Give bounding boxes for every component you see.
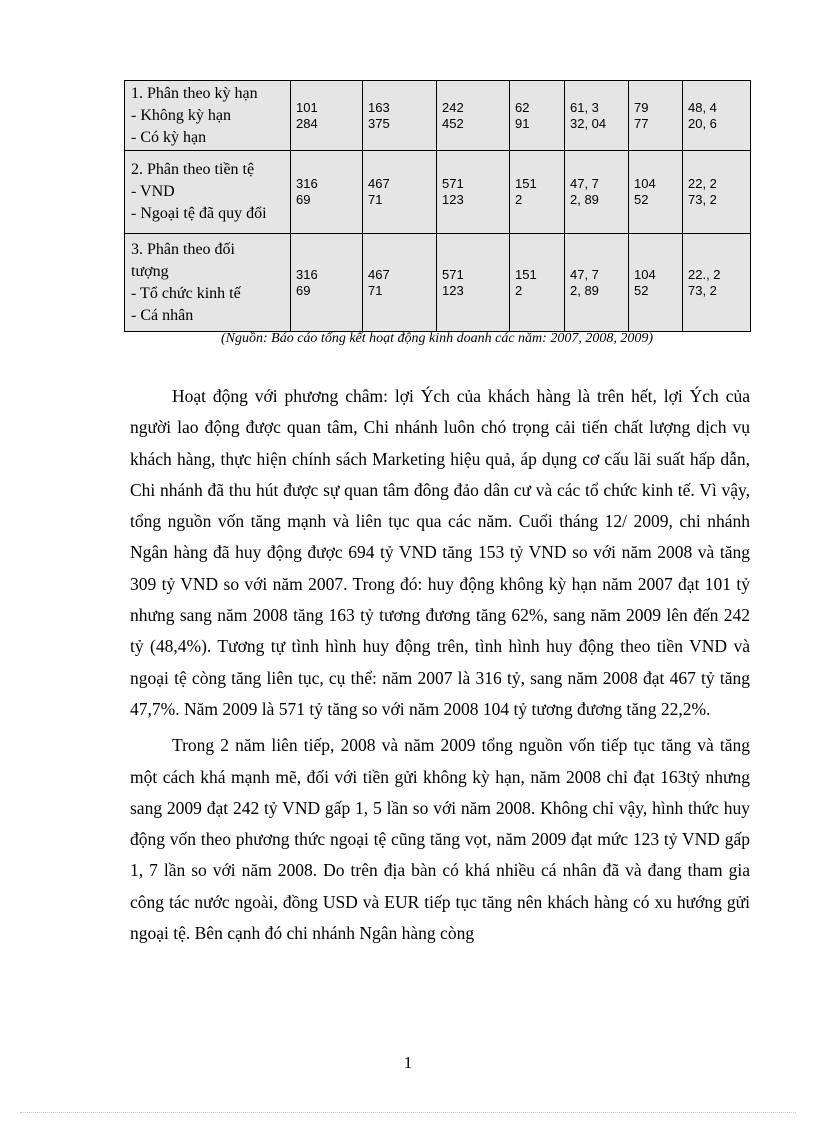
table-cell [565, 151, 629, 234]
cell-value: 104 [634, 176, 656, 191]
row-label-line: tượng [131, 262, 169, 280]
cell-value: 47, 7 [570, 176, 599, 191]
cell-value: 467 [368, 176, 390, 191]
row-label [125, 234, 291, 332]
cell-value: 2 [515, 192, 523, 207]
table-row [125, 151, 751, 234]
cell-value: 452 [442, 115, 464, 131]
cell-value: 2, 89 [570, 282, 599, 298]
table-cell [510, 234, 565, 332]
table-cell [291, 81, 363, 151]
table-cell [629, 151, 683, 234]
table-cell [510, 151, 565, 234]
table-cell [363, 81, 437, 151]
cell-value: 151 [515, 176, 537, 191]
cell-value: 151 [515, 266, 537, 282]
cell-value: 571 [442, 266, 464, 282]
cell-value: 316 [296, 176, 318, 191]
cell-value: 52 [634, 282, 649, 298]
cell-value: 571 [442, 176, 464, 191]
row-label [125, 151, 291, 234]
table-cell [363, 151, 437, 234]
table-cell [437, 151, 510, 234]
table-cell [683, 234, 751, 332]
cell-value: 73, 2 [688, 282, 717, 298]
cell-value: 77 [634, 115, 649, 131]
cell-value: 316 [296, 266, 318, 282]
cell-value: 71 [368, 192, 383, 207]
table-source-note: (Nguồn: Báo cáo tổng kết hoạt động kinh doanh các năm: 2007, 2008, 2009) [221, 331, 653, 346]
cell-value: 69 [296, 282, 311, 298]
cell-value: 163 [368, 99, 390, 115]
table-cell [437, 81, 510, 151]
cell-value: 32, 04 [570, 115, 607, 131]
cell-value: 101 [296, 99, 318, 115]
page-number: 1 [403, 1053, 413, 1072]
row-label-line: - Tổ chức kinh tế [131, 284, 241, 302]
table-row [125, 234, 751, 332]
cell-value: 284 [296, 115, 318, 131]
page-bottom-divider [20, 1112, 796, 1113]
cell-value: 123 [442, 192, 464, 207]
cell-value: 73, 2 [688, 192, 717, 207]
cell-value: 79 [634, 99, 649, 115]
table-cell [565, 234, 629, 332]
cell-value: 104 [634, 266, 656, 282]
row-label-line: - Không kỳ hạn [131, 106, 231, 124]
cell-value: 467 [368, 266, 390, 282]
table-cell [629, 234, 683, 332]
cell-value: 61, 3 [570, 99, 599, 115]
table-cell [510, 81, 565, 151]
row-label-line: - Ngoại tệ đã quy đổi [131, 205, 267, 222]
paragraph: Trong 2 năm liên tiếp, 2008 và năm 2009 tổng nguồn vốn tiếp tục tăng và tăng một cách khá mạnh mẽ, đối với tiền gửi không kỳ hạn, năm 2008 chỉ đạt 163tỷ nhưng sang 2009 đạt 242 tỷ VND gấp 1, 5 lần so với năm 2008. Không chỉ vậy, hình thức huy động vốn theo phương thức ngoại tệ cũng tăng vọt, năm 2009 đạt mức 123 tỷ VND gấp 1, 7 lần so với năm 2008. Do trên địa bàn có khá nhiều cá nhân đã và đang tham gia công tác nước ngoài, đồng USD và EUR tiếp tục tăng nên khách hàng có xu hướng gửi ngoại tệ. Bên cạnh đó chi nhánh Ngân hàng còng [130, 735, 750, 944]
cell-value: 242 [442, 99, 464, 115]
row-label [125, 81, 291, 151]
table-cell [683, 81, 751, 151]
table-cell [291, 151, 363, 234]
cell-value: 47, 7 [570, 266, 599, 282]
table-body [125, 81, 751, 332]
cell-value: 48, 4 [688, 99, 717, 115]
row-label-line: 3. Phân theo đối [131, 240, 235, 258]
cell-value: 20, 6 [688, 115, 717, 131]
row-label-line: - VND [131, 183, 175, 200]
row-label-line: 2. Phân theo tiền tệ [131, 161, 255, 178]
table-row [125, 81, 751, 151]
cell-value: 91 [515, 115, 530, 131]
cell-value: 2, 89 [570, 192, 599, 207]
table-cell [565, 81, 629, 151]
table-cell [291, 234, 363, 332]
table-cell [437, 234, 510, 332]
table-cell [629, 81, 683, 151]
table-cell [363, 234, 437, 332]
paragraph: Hoạt động với phương châm: lợi Ých của khách hàng là trên hết, lợi Ých của người lao động được quan tâm, Chi nhánh luôn chó trọng cải tiến chất lượng dịch vụ khách hàng, thực hiện chính sách Marketing hiệu quả, áp dụng cơ cấu lãi suất hấp dẫn, Chi nhánh đã thu hút được sự quan tâm đông đảo dân cư và các tổ chức kinh tế. Vì vậy, tổng nguồn vốn tăng mạnh và liên tục qua các năm. Cuối tháng 12/ 2009, chi nhánh Ngân hàng đã huy động được 694 tỷ VND tăng 153 tỷ VND so với năm 2008 và tăng 309 tỷ VND so với năm 2007. Trong đó: huy động không kỳ hạn năm 2007 đạt 101 tỷ nhưng sang năm 2008 tăng 163 tỷ tương đương tăng 62%, sang năm 2009 lên đến 242 tỷ (48,4%). Tương tự tình hình huy động trên, tình hình huy động theo tiền VND và ngoại tệ còng tăng liên tục, cụ thể: năm 2007 là 316 tỷ, sang năm 2008 đạt 467 tỷ tăng 47,7%. Năm 2009 là 571 tỷ tăng so với năm 2008 104 tỷ tương đương tăng 22,2%. [130, 386, 750, 719]
row-label-line: - Có kỳ hạn [131, 128, 207, 146]
body-text [130, 381, 750, 954]
cell-value: 71 [368, 282, 383, 298]
cell-value: 375 [368, 115, 390, 131]
row-label-line: - Cá nhân [131, 306, 194, 324]
cell-value: 69 [296, 192, 311, 207]
cell-value: 62 [515, 99, 530, 115]
cell-value: 22, 2 [688, 176, 717, 191]
row-label-line: 1. Phân theo kỳ hạn [131, 84, 258, 102]
cell-value: 22., 2 [688, 266, 721, 282]
table-cell [683, 151, 751, 234]
cell-value: 123 [442, 282, 464, 298]
cell-value: 52 [634, 192, 649, 207]
deposit-structure-table [124, 80, 751, 332]
cell-value: 2 [515, 282, 523, 298]
